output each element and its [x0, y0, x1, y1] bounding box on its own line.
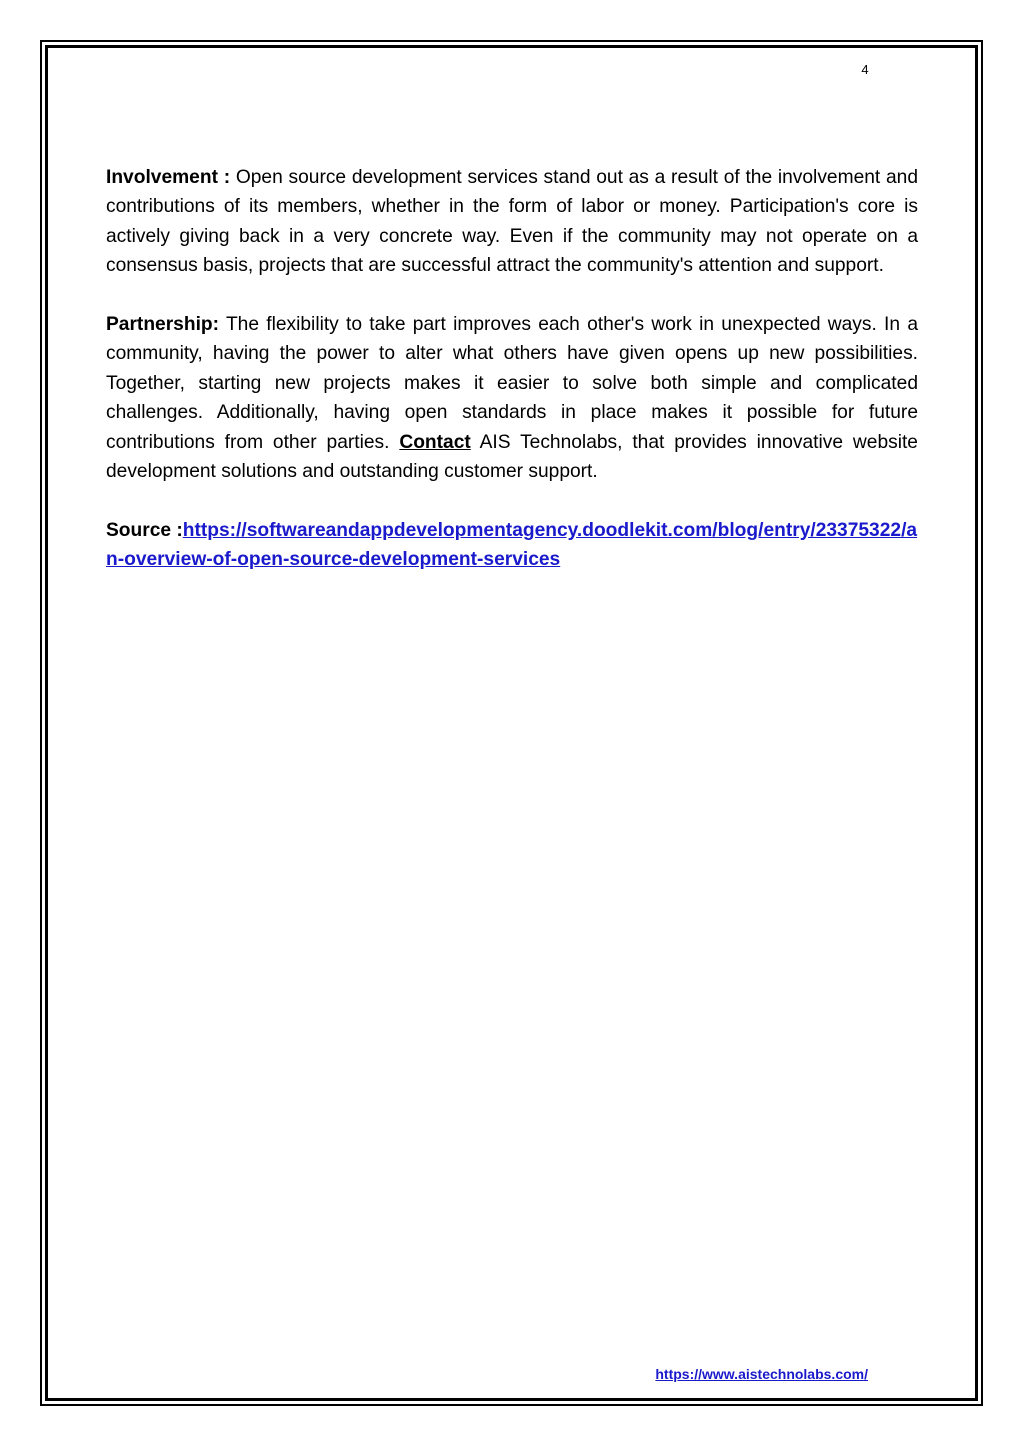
source-line: [106, 516, 918, 575]
source-link[interactable]: https://softwareandappdevelopmentagency.doodlekit.com/blog/entry/23375322/an-overview-of-open-source-development-services: [106, 519, 918, 571]
paragraph-partnership: [106, 310, 918, 486]
partnership-heading: Partnership:: [106, 314, 220, 336]
source-label: Source :: [106, 519, 183, 541]
involvement-heading: Involvement :: [106, 167, 231, 188]
page-number: 4: [861, 62, 869, 77]
paragraph-involvement: [106, 163, 918, 281]
footer-website-link[interactable]: https://www.aistechnolabs.com/: [655, 1366, 868, 1382]
partnership-text-after: AIS Technolabs, that provides innovative website development solutions and outstanding customer support.: [106, 431, 918, 483]
document-body: [106, 163, 918, 575]
contact-link[interactable]: Contact: [399, 431, 471, 453]
partnership-text: The flexibility to take part improves each other's work in unexpected ways. In a community, having the power to alter what others have given opens up new possibilities. Together, starting new projects makes it easier to solve both simple and complicated challenges. Additionally, having open standards in place makes it possible for future contributions from other parties.: [106, 314, 918, 453]
involvement-text: Open source development services stand out as a result of the involvement and contributions of its members, whether in the form of labor or money. Participation's core is actively giving back in a very concrete way. Even if the community may not operate on a consensus basis, projects that are successful attract the community's attention and support.: [106, 167, 918, 277]
